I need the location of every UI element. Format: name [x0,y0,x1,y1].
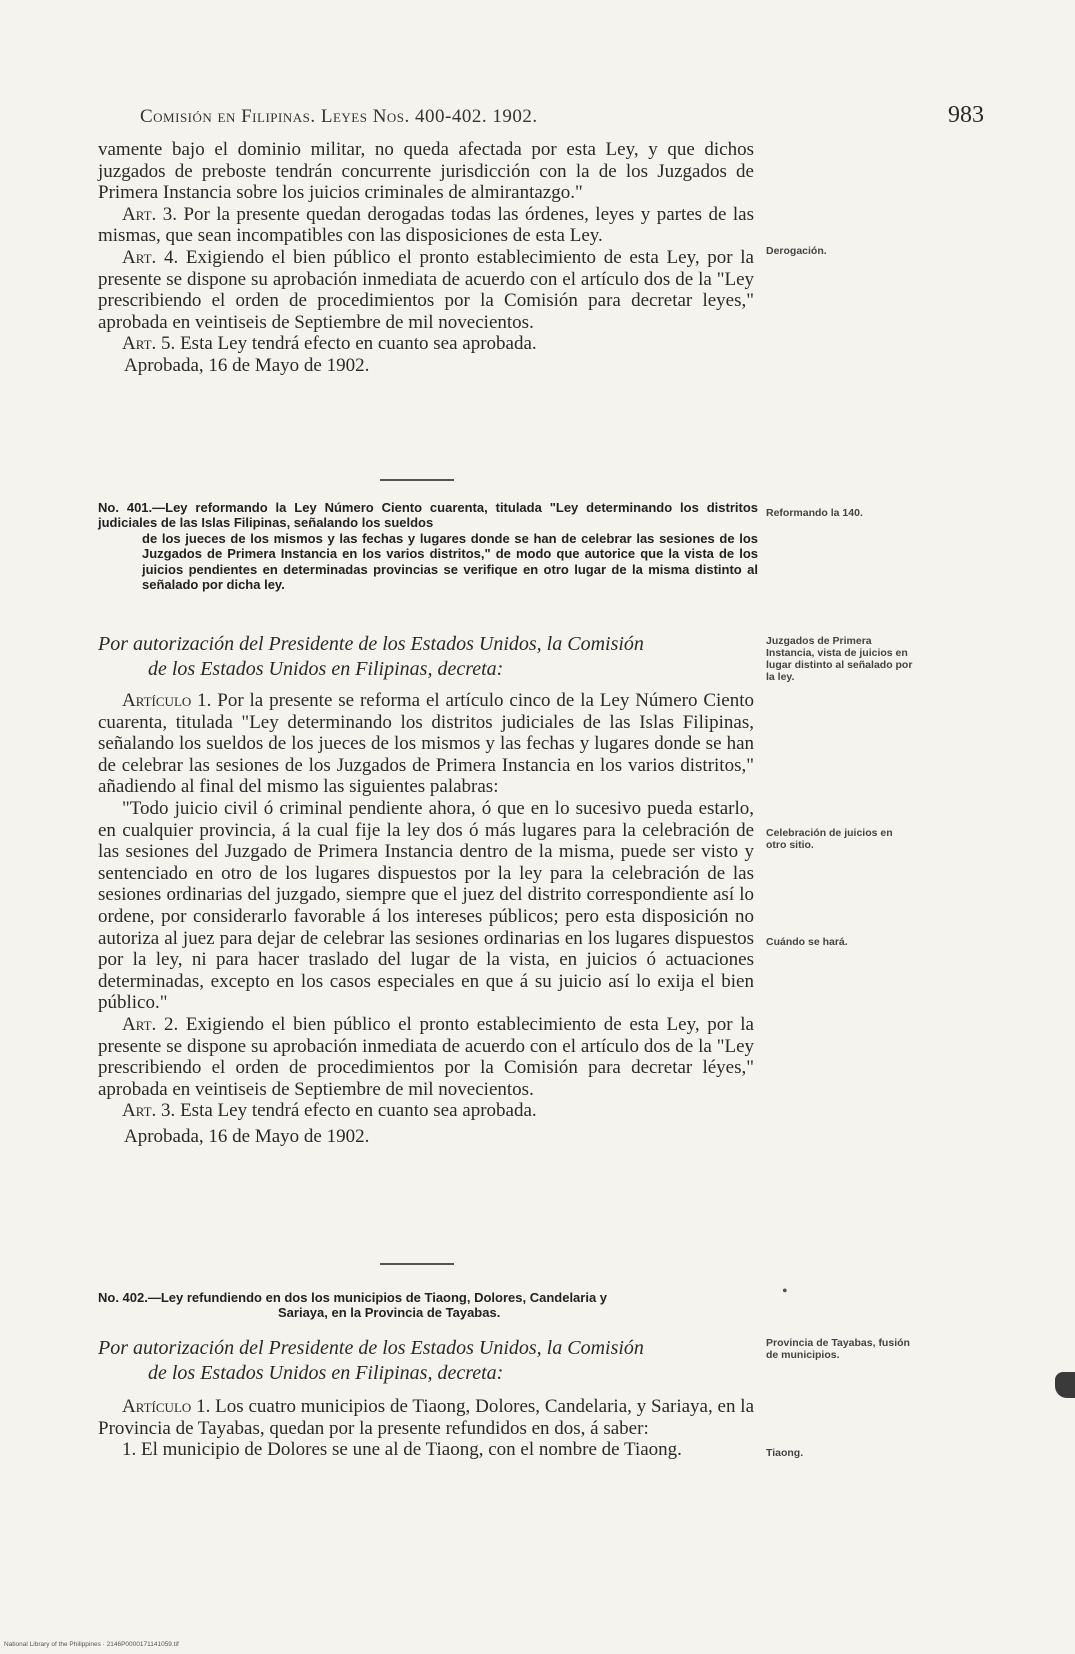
margin-note-celebracion: Celebración de juicios en otro sitio. [766,827,893,851]
scan-footer: National Library of the Philippines · 2146P0000171141059.tif [4,1641,179,1648]
margin-note-cuando: Cuándo se hará. [766,936,848,948]
article-text: Esta Ley tendrá efecto en cuanto sea aprobada. [175,1100,537,1122]
page-edge-mark [1055,1372,1075,1398]
article-label: Art. 3. [122,203,177,225]
quoted-addition: "Todo juicio civil ó criminal pendiente ahora, ó que en lo sucesivo pueda estarlo, en cualquier provincia, á la cual fije la ley dos ó más lugares para la celebración de las sesiones del Juzgado de Primera Instancia dentro de la misma, puede ser visto y sentenciado en otro de los lugares dispuestos por la ley para la celebración de las sesiones ordinarias del juzgado, siempre que el juez del distrito correspondiente así lo ordene, por considerarlo favorable á los intereses públicos; pero esta disposición no autoriza al juez para dejar de celebrar las sesiones ordinarias en los lugares dispuestos por la ley, ni para hacer traslado del lugar de la vista, en juicios ó actuaciones determinadas, excepto en los casos especiales en que á su juicio así lo exija el bien público." [98,797,754,1014]
margin-note-reformando: Reformando la 140. [766,507,863,519]
list-item-1: 1. El municipio de Dolores se une al de Tiaong, con el nombre de Tiaong. [122,1439,682,1461]
article-text: Esta Ley tendrá efecto en cuanto sea aprobada. [175,333,537,355]
law-title-continuation: Sariaya, en la Provincia de Tayabas. [278,1305,501,1321]
enacting-line-1: Por autorización del Presidente de los Estados Unidos, la Comisión [98,1337,644,1359]
approval-date: Aprobada, 16 de Mayo de 1902. [124,1125,370,1147]
law-402-title [98,1290,758,1321]
page-number: 983 [948,102,984,128]
law-402-enacting-clause [98,1336,754,1386]
enacting-line-2: de los Estados Unidos en Filipinas, decreta: [148,658,504,680]
paragraph-continuation: vamente bajo el dominio militar, no queda afectada por esta Ley, y que dichos juzgados de preboste tendrán concurrente jurisdicción con la de los Juzgados de Primera Instancia sobre los juicios criminales de almirantazgo." [98,139,754,204]
law-title-continuation: de los jueces de los mismos y las fechas y lugares donde se han de celebrar las sesiones de los Juzgados de Primera Instancia en los varios distritos," de modo que autorice que la vista de los juicios pendientes en determinadas provincias se verifique en otro lugar de la misma distinto al señalado por dicha ley. [142,530,758,593]
article-text: Los cuatro municipios de Tiaong, Dolores, Candelaria, y Sariaya, en la Provincia de Tayabas, quedan por la presente refundidos en dos, á saber: [98,1396,754,1439]
article-text: Exigiendo el bien público el pronto establecimiento de esta Ley, por la presente se dispone su aprobación inmediata de acuerdo con el artículo dos de la "Ley prescribiendo el orden de procedimientos por la Comisión para decretar léyes," aprobada en veintiseis de Septiembre de mil novecientos. [98,1013,754,1100]
enacting-line-1: Por autorización del Presidente de los Estados Unidos, la Comisión [98,633,644,655]
approval-date: Aprobada, 16 de Mayo de 1902. [124,354,370,376]
article-1 [98,1396,754,1439]
article-3 [98,204,754,247]
article-label: Art. 4. [122,246,179,268]
article-label: Art. 2. [122,1013,179,1035]
law-402-body [98,1396,754,1461]
article-text: Por la presente se reforma el artículo cinco de la Ley Número Ciento cuarenta, titulada "Ley determinando los distritos judiciales de las Islas Filipinas, señalando los sueldos de los jueces de los mismos y las fechas y lugares donde se han de celebrar las sesiones de los Juzgados de Primera Instancia en los varios distritos," añadiendo al final del mismo las siguientes palabras: [98,690,754,798]
article-5 [98,333,754,355]
article-text: Exigiendo el bien público el pronto establecimiento de esta Ley, por la presente se dispone su aprobación inmediata de acuerdo con el artículo dos de la "Ley prescribiendo el orden de procedimientos por la Comisión para decretar leyes," aprobada en veintiseis de Septiembre de mil novecientos. [98,246,754,333]
stray-mark: • [782,1283,788,1300]
law-401-enacting-clause [98,632,754,682]
law-401-title [98,500,758,592]
article-label: Art. 3. [122,1100,176,1122]
margin-note-derogacion: Derogación. [766,245,827,257]
section-divider [380,1263,454,1265]
margin-note-juzgados: Juzgados de Primera Instancia, vista de juicios en lugar distinto al señalado por la ley. [766,635,913,683]
section-divider [380,479,454,481]
article-label: Artículo 1. [122,1396,211,1417]
running-header: Comisión en Filipinas. Leyes Nos. 400-402. 1902. [140,106,538,127]
article-label: Art. 5. [122,333,176,355]
law-title-first-line: No. 402.—Ley refundiendo en dos los municipios de Tiaong, Dolores, Candelaria y [98,1290,608,1305]
margin-note-tiaong: Tiaong. [766,1447,804,1459]
law-title-first-line: No. 401.—Ley reformando la Ley Número Ciento cuarenta, titulada "Ley determinando los distritos judiciales de las Islas Filipinas, señalando los sueldos [98,500,758,531]
enacting-line-2: de los Estados Unidos en Filipinas, decreta: [148,1362,504,1384]
article-label: Artículo 1. [122,690,212,711]
law-401-body [98,690,754,1148]
article-4 [98,247,754,333]
article-1 [98,690,754,798]
article-text: Por la presente quedan derogadas todas las órdenes, leyes y partes de las mismas, que sean incompatibles con las disposiciones de esta Ley. [98,203,754,247]
article-3 [98,1100,754,1122]
margin-note-provincia: Provincia de Tayabas, fusión de municipios. [766,1337,910,1361]
article-2 [98,1014,754,1100]
law-400-continuation [98,139,754,377]
